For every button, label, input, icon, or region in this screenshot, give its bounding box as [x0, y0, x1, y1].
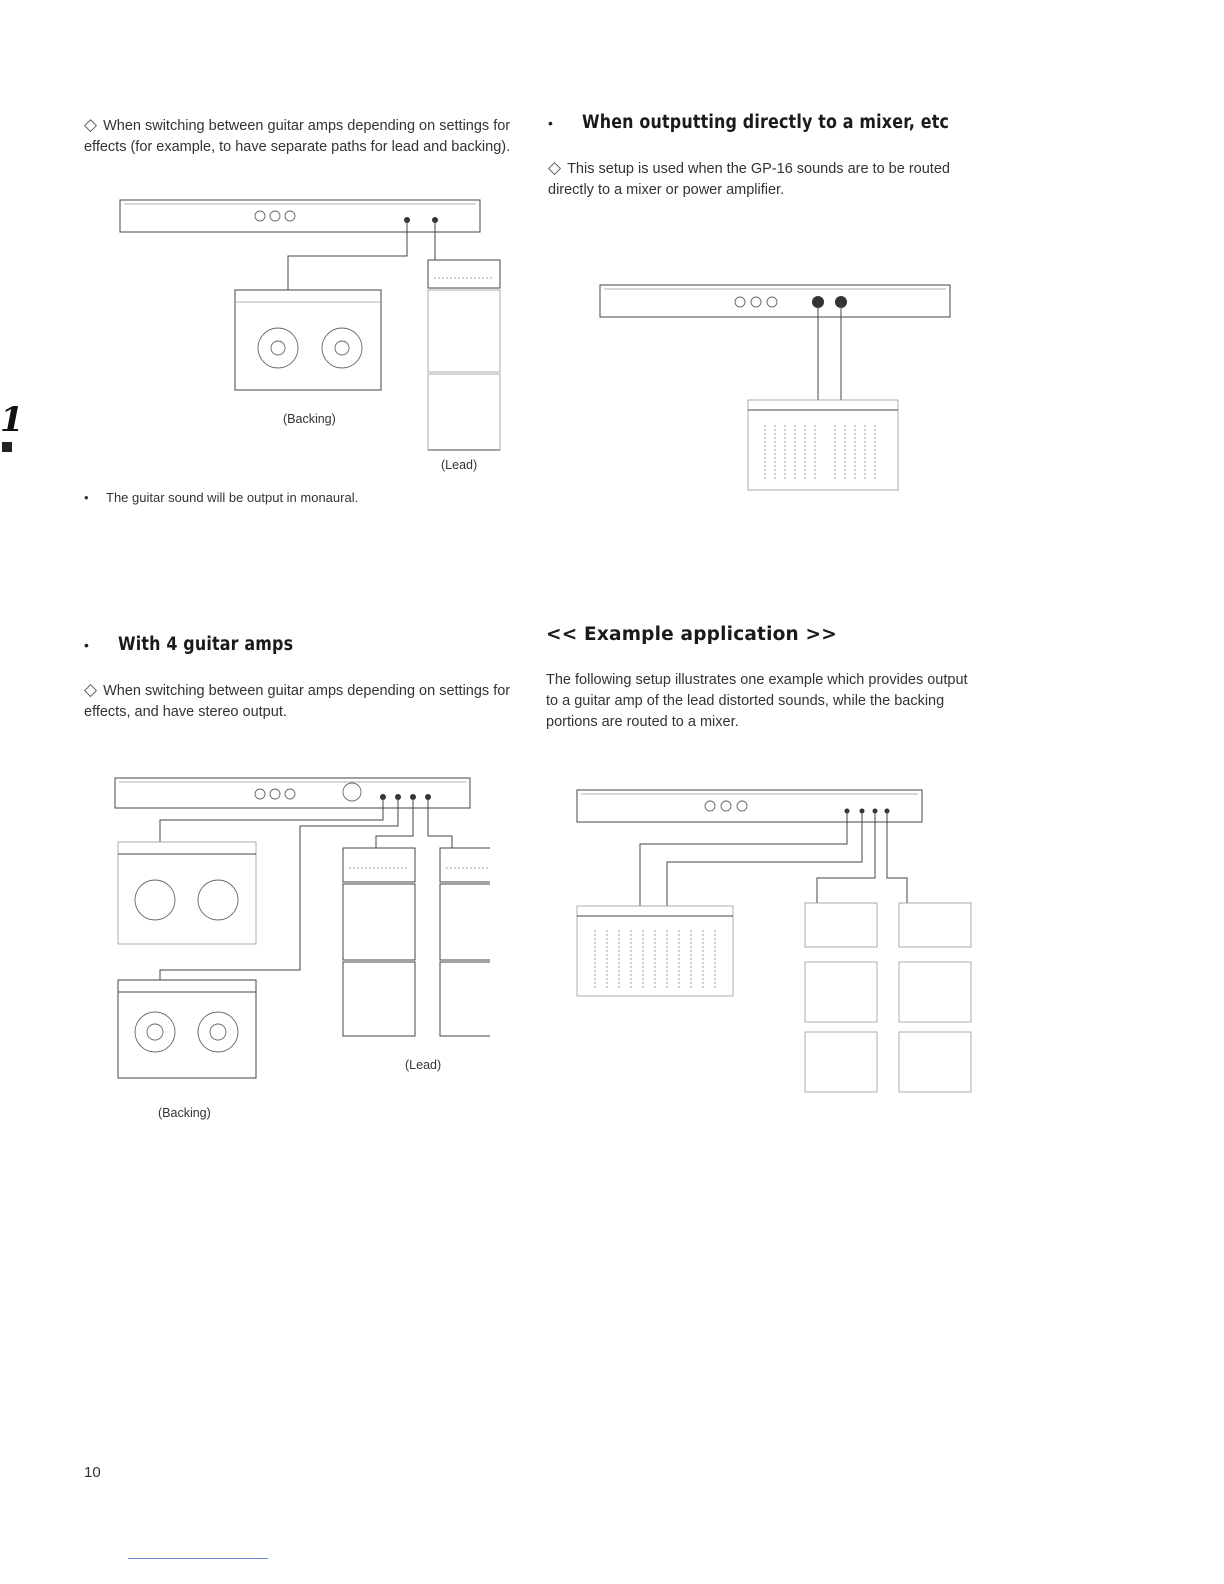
caption-backing: (Backing) [158, 1106, 211, 1120]
chapter-mark: 1 [0, 400, 24, 440]
diamond-marker-icon: ◇ [84, 115, 98, 134]
two-amp-diagram [110, 190, 530, 480]
lead-cabinet-1b [343, 962, 415, 1036]
caption-backing: (Backing) [283, 412, 336, 426]
lead-amp-head [428, 260, 500, 288]
lead-amp-head-2 [899, 903, 971, 947]
lead-cabinet-1a [343, 884, 415, 960]
example-application-diagram [565, 778, 985, 1098]
heading-bullet: • [84, 636, 89, 653]
diamond-marker-icon: ◇ [548, 158, 562, 177]
heading-text: With 4 guitar amps [118, 634, 294, 655]
caption-lead: (Lead) [441, 458, 478, 472]
heading-text: When outputting directly to a mixer, etc [582, 112, 950, 133]
lead-cabinet-upper [428, 290, 500, 372]
heading-text: << Example application >> [546, 624, 837, 645]
note-line [84, 490, 358, 505]
gp16-unit [577, 790, 922, 822]
intro-paragraph-two-amps [84, 114, 524, 158]
lead-amp-head-1 [805, 903, 877, 947]
gp16-unit [600, 285, 950, 317]
intro-text: When switching between guitar amps depending on settings for effects (for example, to have separate paths for lead and backing). [84, 118, 511, 155]
lead-cabinet-lower [428, 374, 500, 450]
chapter-tab [2, 442, 12, 452]
intro-text: When switching between guitar amps depending on settings for effects, and have stereo output. [84, 683, 511, 720]
lead-amp-head-2 [440, 848, 490, 882]
section-heading-example [546, 624, 837, 645]
lead-cabinet-2b [899, 1032, 971, 1092]
mixer [748, 400, 898, 490]
mixer-diagram [590, 275, 960, 495]
diamond-marker-icon: ◇ [84, 680, 98, 699]
section-heading-four-amps [84, 634, 322, 655]
caption-lead: (Lead) [405, 1058, 442, 1072]
footer-rule [128, 1558, 268, 1559]
backing-combo-amp-2 [118, 980, 256, 1078]
note-text: The guitar sound will be output in monaural. [106, 490, 359, 505]
page-number: 10 [84, 1464, 101, 1481]
lead-cabinet-2a [440, 884, 490, 960]
lead-amp-head-1 [343, 848, 415, 882]
note-bullet: • [84, 490, 89, 505]
lead-cabinet-2b [440, 962, 490, 1036]
lead-cabinet-1a [805, 962, 877, 1022]
four-amp-diagram [100, 770, 490, 1100]
backing-combo-amp [235, 290, 381, 390]
gp16-unit [115, 778, 470, 808]
section-heading-mixer [548, 112, 1009, 133]
heading-bullet: • [548, 114, 553, 131]
intro-paragraph-mixer [548, 157, 978, 201]
lead-cabinet-1b [805, 1032, 877, 1092]
example-body-paragraph: The following setup illustrates one example which provides output to a guitar amp of the lead distorted sounds, while the backing portions are routed to a mixer. [546, 672, 968, 730]
lead-cabinet-2a [899, 962, 971, 1022]
intro-text: This setup is used when the GP-16 sounds are to be routed directly to a mixer or power amplifier. [548, 161, 950, 198]
intro-paragraph-four-amps [84, 679, 524, 723]
gp16-unit [120, 200, 480, 232]
backing-combo-amp-1 [118, 842, 256, 944]
